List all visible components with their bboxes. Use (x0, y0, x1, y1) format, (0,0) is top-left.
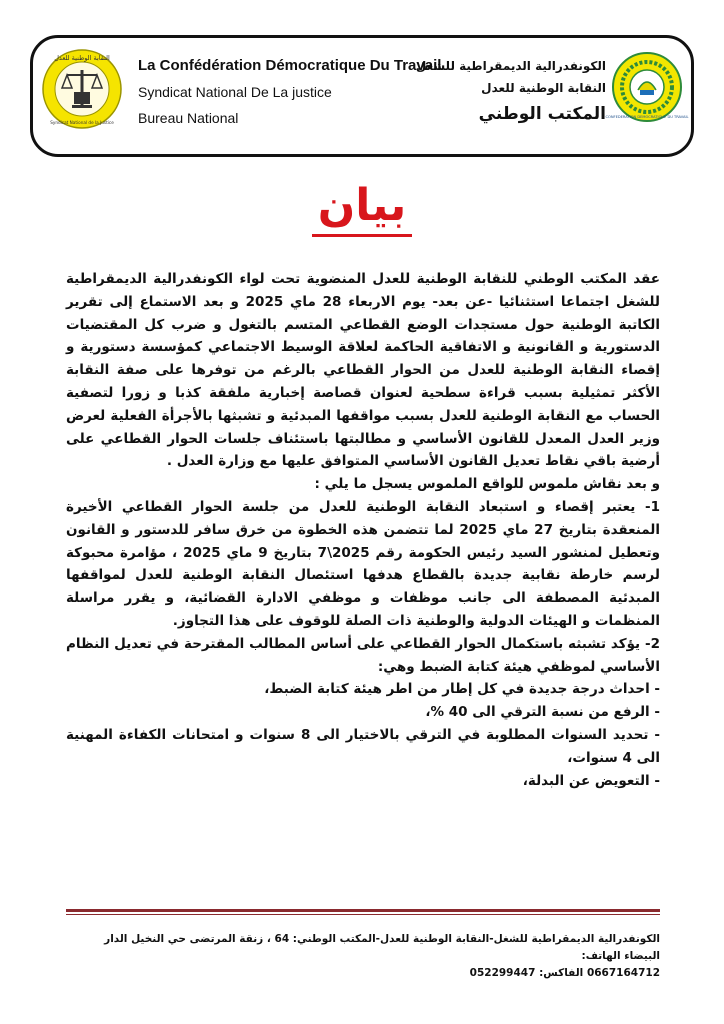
demand-item: - الرفع من نسبة الترقي الى 40 %، (425, 704, 660, 721)
discussion-line: و بعد نقاش ملموس للواقع الملموس يسجل ما يلي : (314, 476, 660, 493)
confederation-name-ar: الكونفدرالية الديمقراطية للشغل (415, 59, 606, 73)
point-1: 1- يعتبر إقصاء و استبعاد النقابة الوطنية للعدل من جلسة الحوار القطاعي الأخيرة المنعقدة بتاريخ 27 ماي 2025 لما تتضمن هذه الخطوة من خرق سافر للدستور و القانون وتعطيل لمنشور السيد رئيس الحكومة رقم 2025\7 بتاريخ 9 ماي 2025 ، مؤامرة محبوكة لرسم خارطة نقابية جديدة بالقطاع هدفها استئصال النقابة الوطنية للعدل لمواقفها المبدئية المصطفة الى جانب موظفات و موظفي الادارة القضائية، و يقرر مراسلة المنظمات و الهيئات الدولية والوطنية ذات الصلة للوقوف على هذا التجاوز. (66, 498, 661, 629)
french-header (138, 56, 441, 134)
footer-contact (66, 931, 660, 982)
logo-text-top: النقابة الوطنية للعدل (54, 54, 110, 62)
footer-address: الكونفدرالية الديمقراطية للشغل-النقابة الوطنية للعدل-المكتب الوطني: 64 ، زنقة المرتضى حي النخيل الدار البيضاء الهاتف: (104, 933, 660, 962)
confederation-name-fr: La Confédération Démocratique Du Travail (138, 57, 442, 74)
demand-item: - احداث درجة جديدة في كل إطار من اطر هيئة كتابة الضبط، (264, 681, 660, 698)
union-name-ar: النقابة الوطنية للعدل (481, 81, 606, 95)
arabic-header (416, 55, 606, 129)
logo-text-bottom: Syndicat National de la Justice (50, 120, 114, 125)
statement-body (66, 268, 660, 792)
bureau-name-fr: Bureau National (138, 110, 239, 126)
footer-divider-thin (66, 914, 660, 915)
footer-phones: 0667164712 الفاكس: 052299447 (469, 967, 660, 979)
union-name-fr: Syndicat National De La justice (138, 84, 332, 100)
demand-item: - تحديد السنوات المطلوبة في الترقي بالاختيار الى 8 سنوات و امتحانات الكفاءة المهنية الى 4 سنوات، (66, 726, 661, 766)
cdt-logo-text: CONFEDERATION DEMOCRATIQUE DU TRAVAIL (605, 115, 689, 119)
justice-union-logo (41, 48, 123, 130)
demand-item: - التعويض عن البدلة، (522, 772, 660, 789)
cdt-logo (605, 52, 689, 122)
intro-paragraph: عقد المكتب الوطني للنقابة الوطنية للعدل المنضوية تحت لواء الكونفدرالية الديمقراطية للشغل اجتماعا استثنائيا -عن بعد- يوم الاربعاء 28 ماي 2025 و بعد الاستماع إلى تقرير الكاتبة الوطنية حول مستجدات الوضع القطاعي المتسم بالتغول و ضرب كل المقتضيات الدستورية و القانونية و الاتفاقية الحاكمة لعلاقة الوسيط الاجتماعي كمؤسسة دستورية و إقصاء النقابة الوطنية للعدل من الحوار القطاعي بالرغم من توفرها على صفة النقابة الأكثر تمثيلية بسبب قراءة سطحية لعنوان قصاصة إخبارية ملفقة كذبا و زورا لتصفية الحساب مع النقابة الوطنية للعدل بسبب مواقفها المبدئية و تشبثها بالأجرأة الفعلية لعرض وزير العدل المعدل للقانون الأساسي و مطالبتها باستئناف جلسات الحوار القطاعي على أرضية باقي نقاط تعديل القانون الأساسي المتوافق عليها مع وزارة العدل . (66, 271, 660, 470)
document-title (0, 178, 724, 237)
title-text: بيان (312, 178, 413, 237)
bureau-name-ar: المكتب الوطني (478, 104, 606, 124)
footer-divider (66, 909, 660, 912)
point-2: 2- يؤكد تشبثه باستكمال الحوار القطاعي على أساس المطالب المقترحة في تعديل النظام الأساسي لموظفي هيئة كتابة الضبط وهي: (66, 635, 660, 675)
